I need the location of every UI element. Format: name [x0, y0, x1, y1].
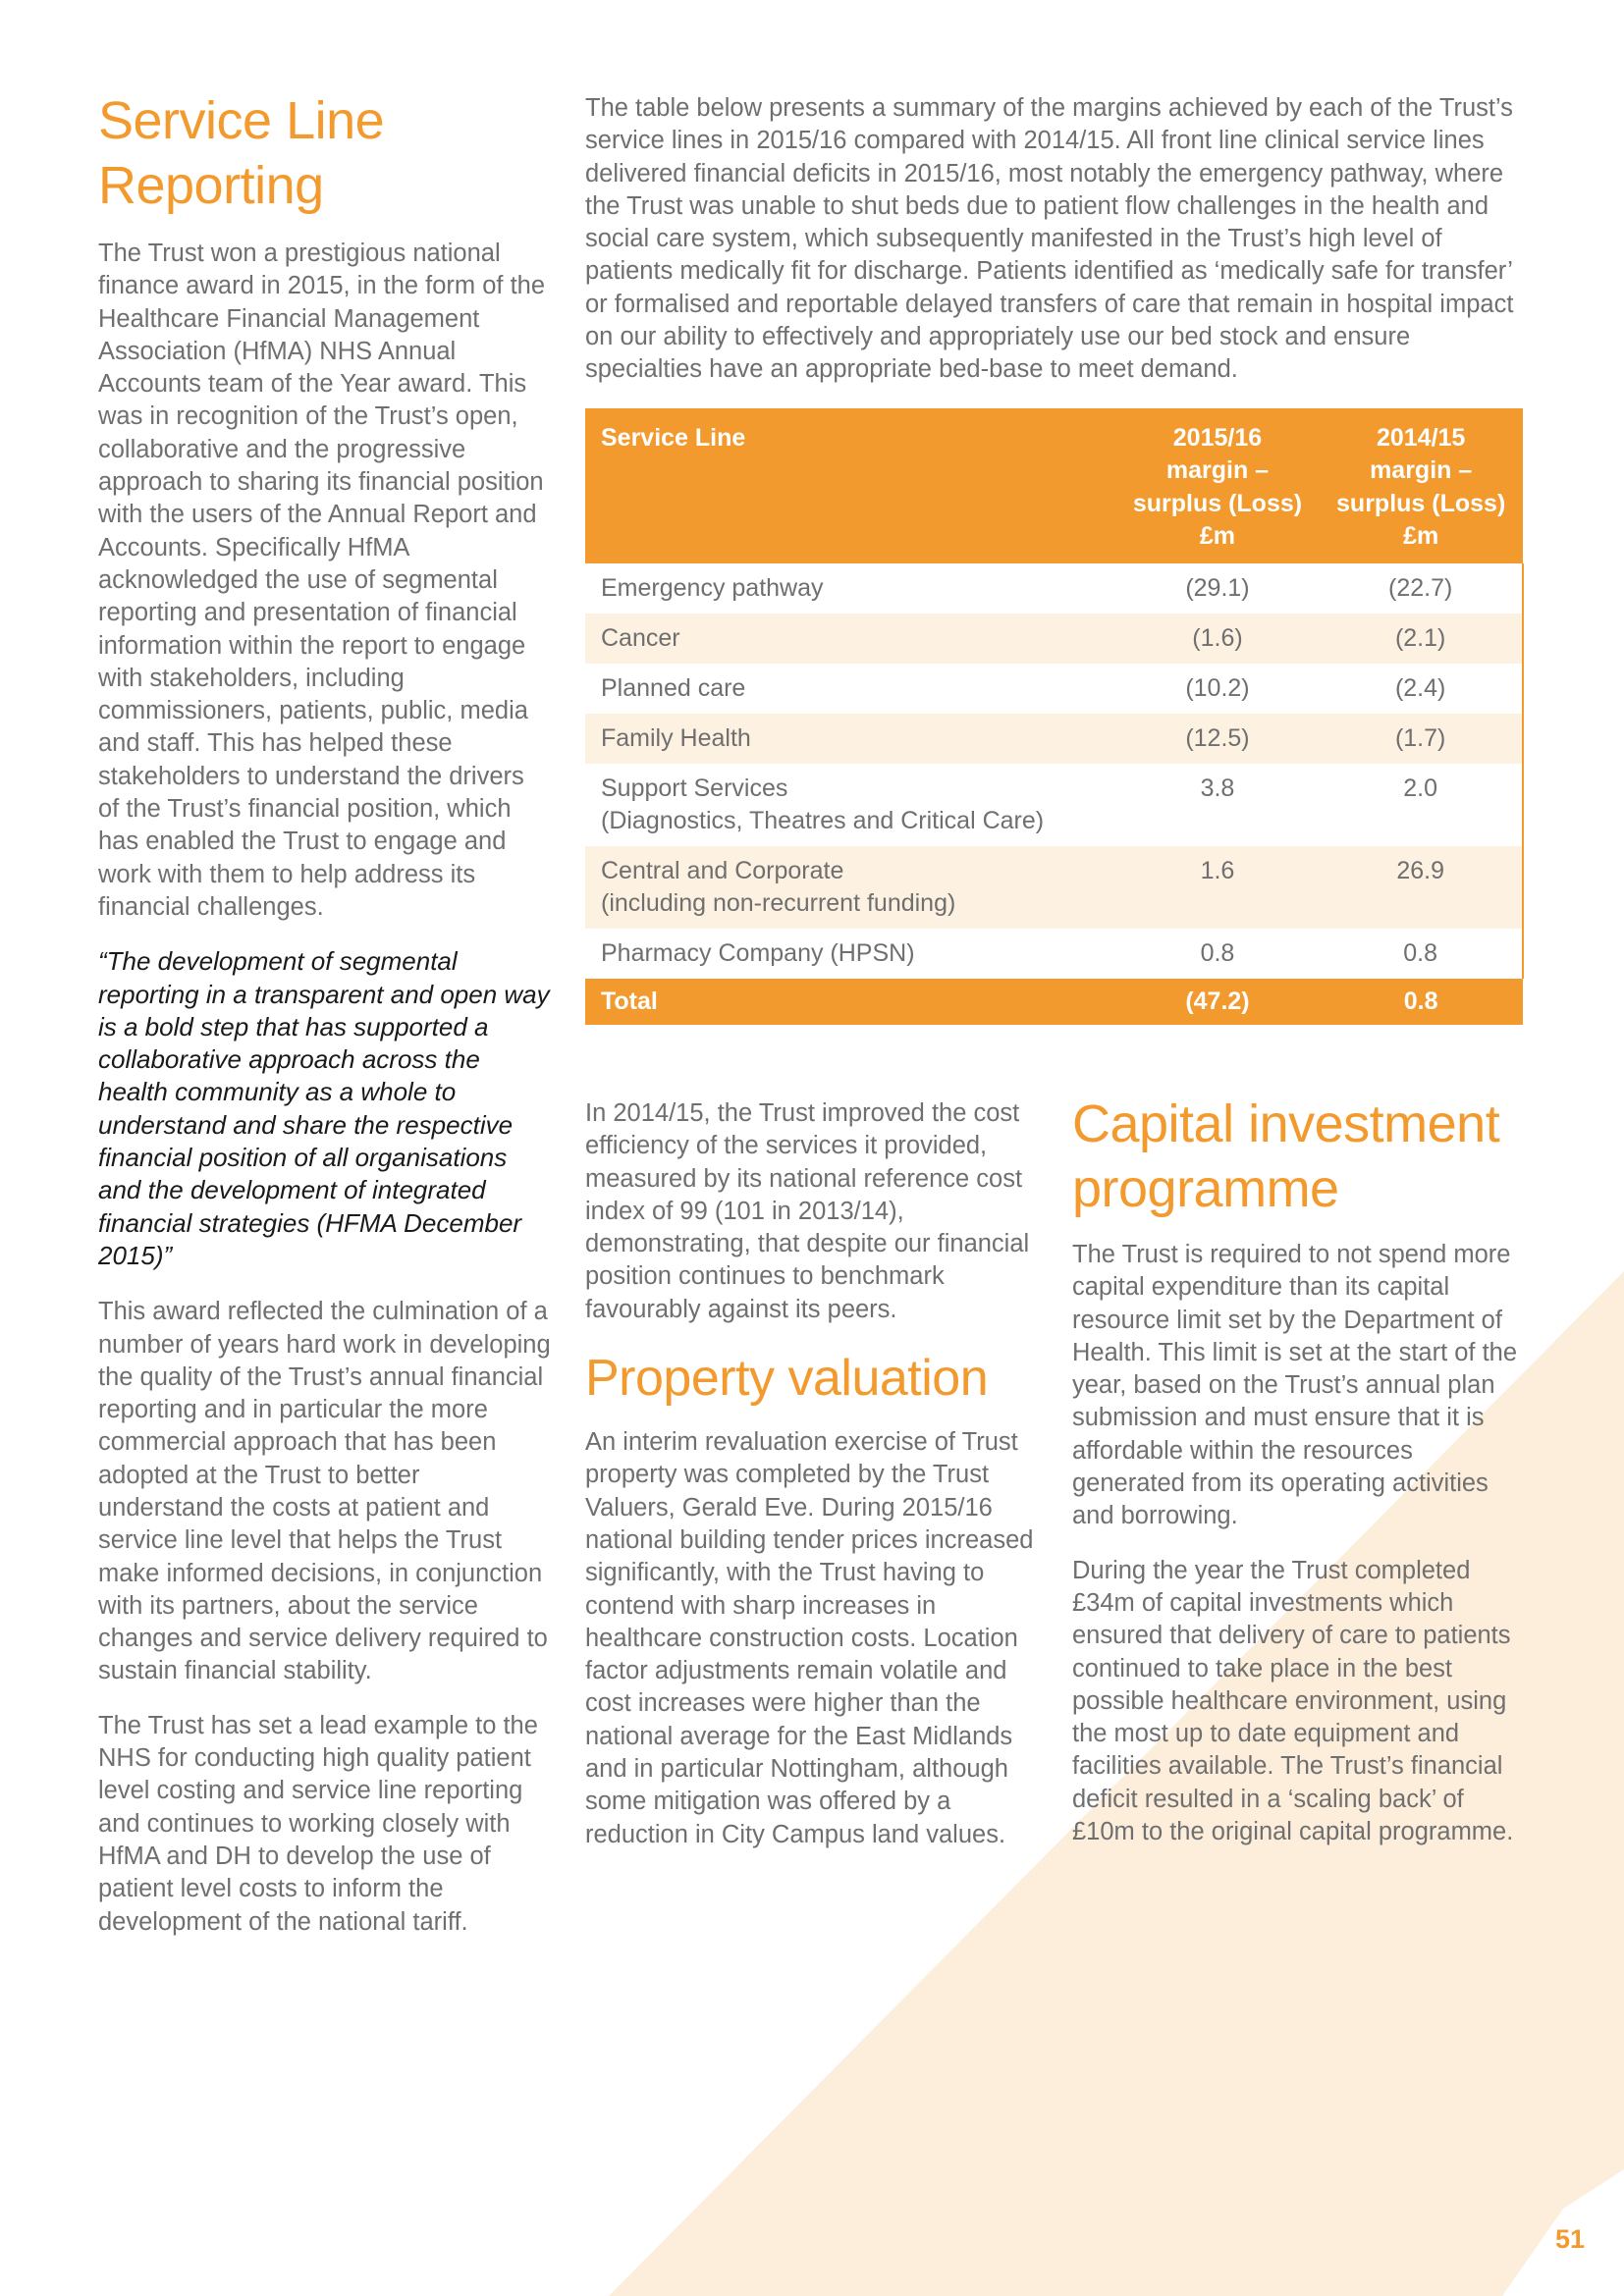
row-label: Pharmacy Company (HPSN)	[601, 938, 915, 967]
table-row	[585, 929, 1523, 979]
value-2015-16: 3.8	[1200, 774, 1235, 802]
left-column	[98, 88, 552, 1960]
reference-cost-paragraph: In 2014/15, the Trust improved the cost efficiency of the services it provided, measured by its national reference cost index of 99 (101 in 2013/14), demonstrating, that despite our financial position continues to benchmark favourably against its peers.	[585, 1099, 1030, 1323]
service-line-margin-table	[585, 408, 1524, 1025]
award-paragraph: The Trust won a prestigious national finance award in 2015, in the form of the Healthcare Financial Management Association (HfMA) NHS Annual Accounts team of the Year award. This was in recognition of the Trust’s open, collaborative and the progressive approach to sharing its financial position with the users of the Annual Report and Accounts. Specifically HfMA acknowledged the use of segmental reporting and presentation of financial information within the report to engage with stakeholders, including commissioners, patients, public, media and staff. This has helped these stakeholders to understand the drivers of the Trust’s financial position, which has enabled the Trust to engage and work with them to help address its financial challenges.	[98, 240, 546, 921]
row-label-sub: (Diagnostics, Theatres and Critical Care)	[601, 806, 1045, 834]
value-2014-15: (1.7)	[1319, 714, 1523, 764]
header-2014-15: 2014/15 margin – surplus (Loss) £m	[1319, 408, 1523, 563]
value-2015-16: (1.6)	[1116, 614, 1320, 664]
row-label: Family Health	[585, 714, 1116, 764]
value-2014-15: 2.0	[1319, 764, 1523, 846]
row-label: Emergency pathway	[601, 573, 824, 602]
value-2015-16: 0.8	[1200, 938, 1235, 967]
table-row	[585, 764, 1523, 846]
value-2015-16: (12.5)	[1116, 714, 1320, 764]
culmination-paragraph: This award reflected the culmination of a number of years hard work in developing the quality of the Trust’s annual financial reporting and in particular the more commercial approach that has been adopted at the Trust to better understand the costs at patient and service line level that helps the Trust make informed decisions, in conjunction with its partners, about the service changes and service delivery required to sustain financial stability.	[98, 1298, 551, 1685]
value-2014-15: (22.7)	[1319, 563, 1523, 614]
header-service-line: Service Line	[585, 408, 1116, 563]
page-number: 51	[1554, 2224, 1585, 2254]
total-2014-15: 0.8	[1319, 979, 1523, 1025]
row-label-main: Support Services	[601, 774, 788, 802]
table-intro-paragraph: The table below presents a summary of the margins achieved by each of the Trust’s service lines in 2015/16 compared with 2014/15. All front line clinical service lines delivered financial deficits in 2015/16, most notably the emergency pathway, where the Trust was unable to shut beds due to patient flow challenges in the health and social care system, which subsequently manifested in the Trust’s high level of patients medically fit for discharge. Patients identified as ‘medically safe for transfer’ or formalised and reportable delayed transfers of care that remain in hospital impact on our ability to effectively and appropriately use our bed stock and ensure specialties have an appropriate bed-base to meet demand.	[585, 94, 1514, 384]
value-2015-16: 1.6	[1116, 846, 1320, 929]
right-column	[1072, 1092, 1530, 1870]
row-label: Cancer	[585, 614, 1116, 664]
table-row	[585, 846, 1523, 929]
value-2014-15: (2.4)	[1319, 664, 1523, 714]
middle-column	[585, 1097, 1043, 1873]
table-section	[585, 92, 1528, 1025]
value-2014-15: 26.9	[1319, 846, 1523, 929]
total-2015-16: (47.2)	[1116, 979, 1320, 1025]
property-valuation-heading: Property valuation	[585, 1350, 989, 1408]
capital-completed-paragraph: During the year the Trust completed £34m of capital investments which ensured that delivery of care to patients continued to take place in the best possible healthcare environment, using the most up to date equipment and facilities available. The Trust’s financial deficit resulted in a ‘scaling back’ of £10m to the original capital programme.	[1072, 1556, 1514, 1846]
row-label: Planned care	[601, 673, 746, 702]
value-2015-16: (29.1)	[1185, 573, 1250, 602]
lead-example-paragraph: The Trust has set a lead example to the NHS for conducting high quality patient level costing and service line reporting and continues to working closely with HfMA and DH to develop the use of patient level costs to inform the development of the national tariff.	[98, 1711, 538, 1936]
table-row	[585, 614, 1523, 664]
table-row	[585, 563, 1523, 614]
property-valuation-paragraph: An interim revaluation exercise of Trust property was completed by the Trust Valuers, Gerald Eve. During 2015/16 national building tender prices increased significantly, with the Trust having to contend with sharp increases in healthcare construction costs. Location factor adjustments remain volatile and cost increases were higher than the national average for the East Midlands and in particular Nottingham, although some mitigation was offered by a reduction in City Campus land values.	[585, 1428, 1034, 1848]
hfma-quote: “The development of segmental reporting in a transparent and open way is a bold step that has supported a collaborative approach across the health community as a whole to understand and share the respective financial position of all organisations and the development of integrated financial strategies (HFMA December 2015)”	[98, 946, 550, 1270]
row-label-main: Central and Corporate	[601, 856, 844, 884]
service-line-reporting-heading: Service Line Reporting	[98, 91, 385, 215]
row-label	[585, 764, 1116, 846]
row-label	[585, 846, 1116, 929]
table-header-row	[585, 408, 1523, 563]
capital-investment-heading: Capital investment programme	[1072, 1095, 1500, 1218]
total-label: Total	[585, 979, 1116, 1025]
header-2015-16: 2015/16 margin – surplus (Loss) £m	[1116, 408, 1320, 563]
table-row	[585, 664, 1523, 714]
value-2015-16: (10.2)	[1185, 673, 1250, 702]
capital-limit-paragraph: The Trust is required to not spend more capital expenditure than its capital resource limit set by the Department of Health. This limit is set at the start of the year, based on the Trust’s annual plan submission and must ensure that it is affordable within the resources generated from its operating activities and borrowing.	[1072, 1241, 1518, 1530]
table-total-row	[585, 979, 1523, 1025]
value-2014-15: (2.1)	[1319, 614, 1523, 664]
row-label-sub: (including non-recurrent funding)	[601, 888, 956, 917]
value-2014-15: 0.8	[1319, 929, 1523, 979]
table-row	[585, 714, 1523, 764]
